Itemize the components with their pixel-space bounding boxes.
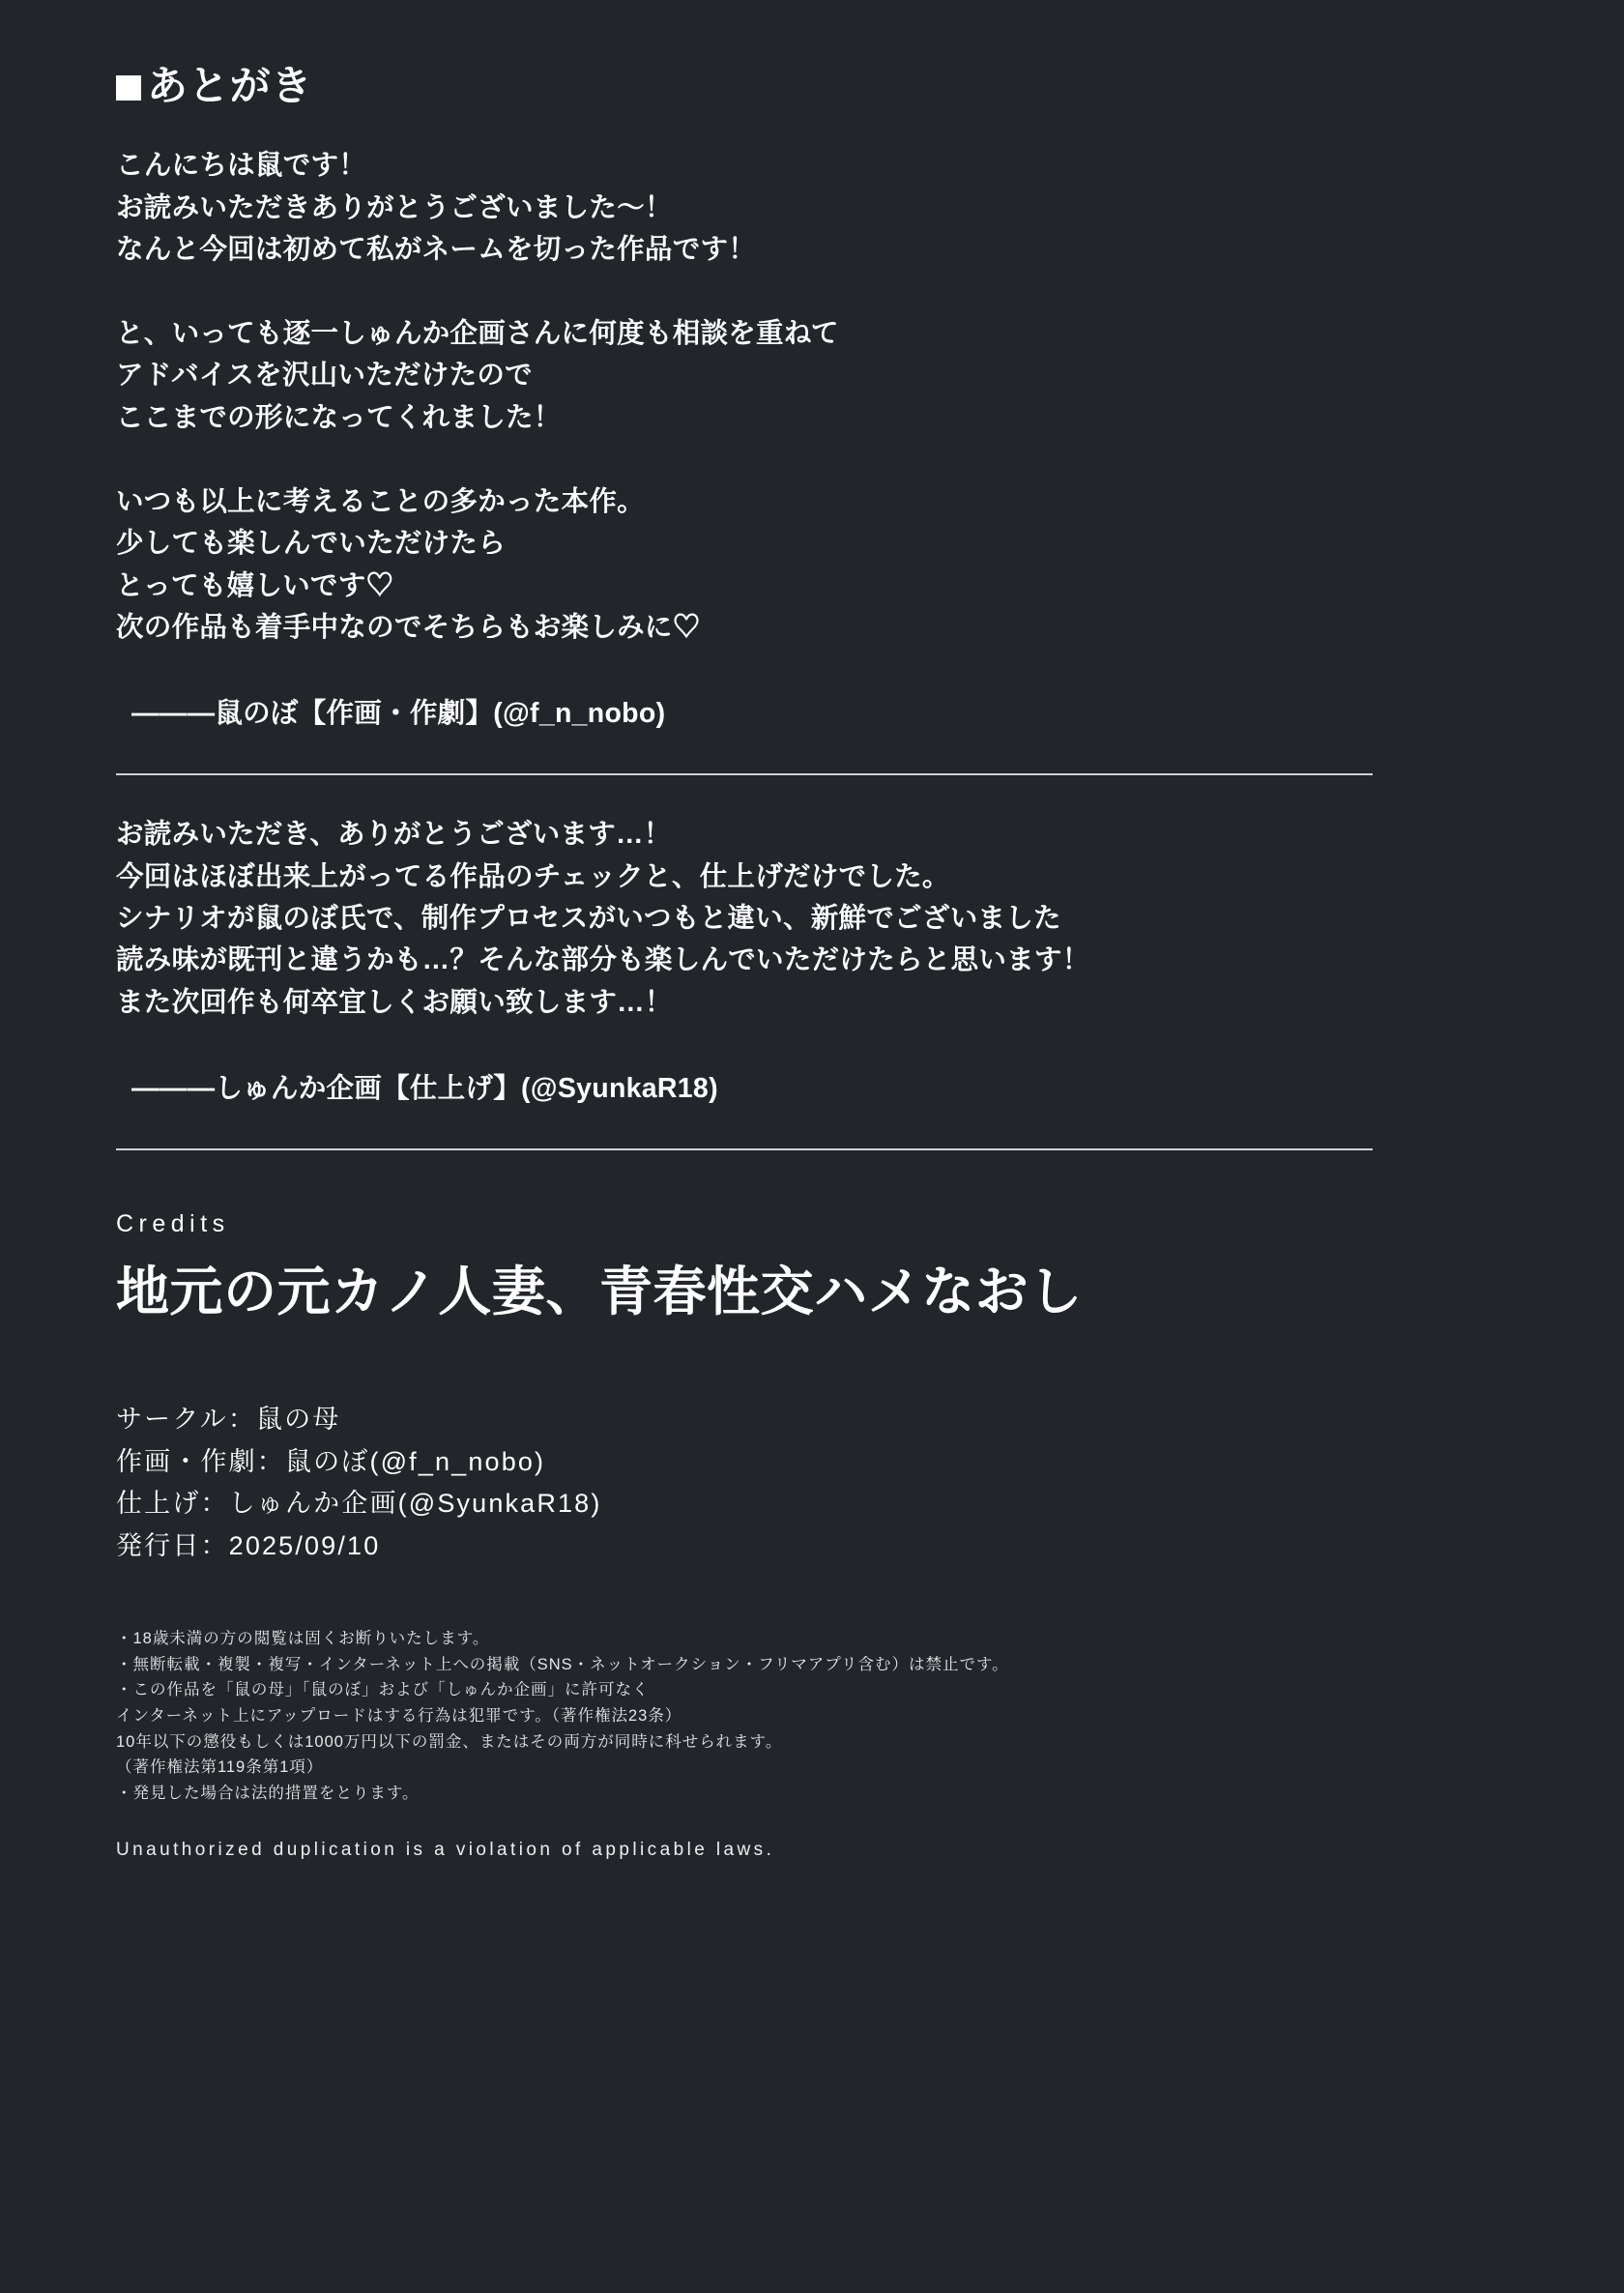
text-line: 読み味が既刊と違うかも…？そんな部分も楽しんでいただけたらと思います！ <box>116 944 1090 976</box>
afterword-paragraph-2 <box>116 313 1527 439</box>
credits-meta <box>116 1399 1527 1568</box>
afterword-heading-label: あとがき <box>147 63 313 108</box>
credits-meta-line: 作画・作劇：鼠のぼ(@f_n_nobo) <box>116 1446 546 1476</box>
text-line: シナリオが鼠のぼ氏で、制作プロセスがいつもと違い、新鮮でございました <box>116 902 1061 934</box>
divider-1 <box>116 773 1373 775</box>
credits-label: Credits <box>116 1209 230 1237</box>
legal-line: （著作権法第119条第1項） <box>116 1758 324 1777</box>
afterword-heading <box>116 64 1527 108</box>
credits-meta-line: サークル：鼠の母 <box>116 1404 341 1434</box>
text-line: とっても嬉しいです♡ <box>116 569 394 601</box>
signature-finisher: ―――しゅんか企画【仕上げ】(@SyunkaR18) <box>131 1072 718 1104</box>
divider-2 <box>116 1148 1373 1150</box>
legal-notice <box>116 1626 1527 1807</box>
text-line: お読みいただきありがとうございました〜！ <box>116 191 673 223</box>
legal-line: ・発見した場合は法的措置をとります。 <box>116 1785 420 1803</box>
text-line: お読みいただき、ありがとうございます…！ <box>116 819 672 851</box>
afterword-paragraph-3 <box>116 481 1527 649</box>
work-title: 地元の元カノ人妻、青春性交ハメなおし <box>116 1261 1083 1321</box>
text-line: いつも以上に考えることの多かった本作。 <box>116 486 645 518</box>
text-line: また次回作も何卒宜しくお願い致します…！ <box>116 986 673 1018</box>
text-line: ここまでの形になってくれました！ <box>116 401 562 433</box>
afterword-paragraph-1 <box>116 145 1527 271</box>
text-line: 次の作品も着手中なのでそちらもお楽しみに♡ <box>116 612 701 643</box>
legal-line: インターネット上にアップロードはする行為は犯罪です。（著作権法23条） <box>116 1706 682 1725</box>
text-line: 少しても楽しんでいただけたら <box>116 528 506 560</box>
credits-meta-line: 仕上げ：しゅんか企画(@SyunkaR18) <box>116 1489 602 1519</box>
afterword-paragraph-4 <box>116 814 1527 1024</box>
text-line: こんにちは鼠です！ <box>116 150 367 182</box>
signature-artist: ―――鼠のぼ【作画・作劇】(@f_n_nobo) <box>131 698 666 730</box>
text-line: なんと今回は初めて私がネームを切った作品です！ <box>116 233 757 265</box>
page-content <box>116 0 1527 1861</box>
legal-line: 10年以下の懲役もしくは1000万円以下の罰金、またはその両方が同時に科せられます。 <box>116 1732 783 1751</box>
legal-line: ・この作品を「鼠の母」「鼠のぼ」および「しゅんか企画」に許可なく <box>116 1681 650 1699</box>
square-bullet-icon <box>116 75 141 101</box>
legal-line: ・無断転載・複製・複写・インターネット上への掲載（SNS・ネットオークション・フリマアプリ含む）は禁止です。 <box>116 1655 1009 1673</box>
english-legal-note: Unauthorized duplication is a violation of applicable laws. <box>116 1839 775 1860</box>
credits-meta-line: 発行日：2025/09/10 <box>116 1531 381 1561</box>
text-line: 今回はほぼ出来上がってる作品のチェックと、仕上げだけでした。 <box>116 860 950 892</box>
text-line: と、いっても逐一しゅんか企画さんに何度も相談を重ねて <box>116 318 839 350</box>
text-line: アドバイスを沢山いただけたので <box>116 360 533 392</box>
legal-line: ・18歳未満の方の閲覧は固くお断りいたします。 <box>116 1629 490 1647</box>
